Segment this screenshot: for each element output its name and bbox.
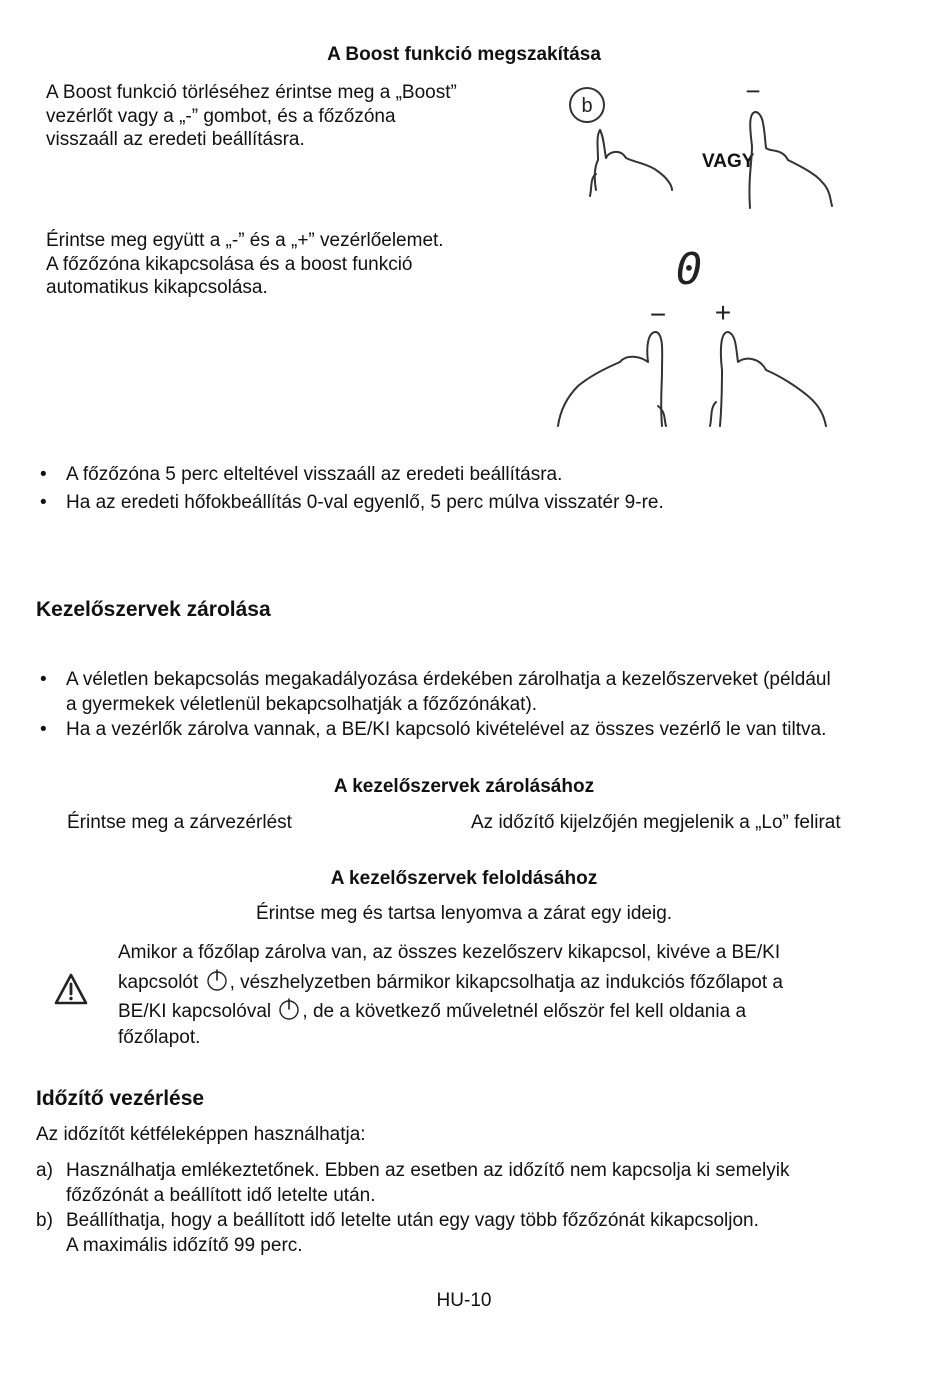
warning-note	[118, 938, 918, 1049]
warning-line: Amikor a főzőlap zárolva van, az összes kezelőszerv kikapcsol, kivéve a BE/KI	[118, 942, 781, 963]
boost-paragraph-2-line: A főzőzóna kikapcsolása és a boost funkció	[46, 253, 413, 275]
boost-paragraph-1-line: A Boost funkció törléséhez érintse meg a „Boost”	[46, 82, 457, 103]
bullet: •	[40, 719, 47, 740]
list-marker: a)	[36, 1160, 53, 1181]
boost-notes-list	[36, 462, 916, 515]
bullet: •	[40, 669, 47, 690]
to-unlock-title: A kezelőszervek feloldásához	[330, 868, 598, 889]
boost-paragraph-2-line: automatikus kikapcsolása.	[46, 277, 268, 298]
warning-text: BE/KI kapcsolóval	[118, 1001, 272, 1022]
touch-minus-hand-icon	[745, 78, 832, 208]
power-icon	[276, 997, 302, 1021]
boost-paragraph-1	[46, 81, 516, 152]
warning-triangle-icon	[53, 972, 89, 1006]
minus-button-label: −	[745, 78, 761, 106]
list-item-line: a gyermekek véletlenül bekapcsolhatják a főzőzónákat).	[66, 694, 538, 715]
list-item	[36, 717, 926, 742]
list-marker: b)	[36, 1210, 53, 1231]
warning-line	[118, 997, 918, 1027]
two-hands-minus-plus-icon	[558, 297, 826, 426]
to-lock-instruction: Érintse meg a zárvezérlést	[67, 812, 292, 833]
list-item-line: A maximális időzítő 99 perc.	[66, 1235, 303, 1256]
list-item-line: Használhatja emlékeztetőnek. Ebben az esetben az időzítő nem kapcsolja ki semelyik	[66, 1160, 790, 1181]
list-item-text: A főzőzóna 5 perc elteltével visszaáll az eredeti beállításra.	[66, 464, 563, 485]
list-item-line: A véletlen bekapcsolás megakadályozása érdekében zárolhatja a kezelőszerveket (például	[66, 669, 831, 690]
list-item	[36, 1158, 926, 1208]
boost-paragraph-1-line: vezérlőt vagy a „-” gombot, és a főzőzóna	[46, 105, 396, 127]
bullet: •	[40, 464, 47, 485]
warning-text: , vészhelyzetben bármikor kikapcsolhatja az indukciós főzőlapot a	[229, 971, 783, 993]
display-zero-icon	[676, 244, 703, 295]
timer-section-title: Időzítő vezérlése	[36, 1087, 205, 1110]
touch-b-hand-icon	[570, 88, 672, 196]
to-lock-result: Az időzítő kijelzőjén megjelenik a „Lo” felirat	[471, 812, 841, 833]
list-item-line: Ha a vezérlők zárolva vannak, a BE/KI kapcsoló kivételével az összes vezérlő le van tiltva.	[66, 719, 827, 740]
or-label: VAGY	[702, 151, 755, 172]
boost-paragraph-2-line: Érintse meg együtt a „-” és a „+” vezérlőelemet.	[46, 230, 444, 251]
list-item	[36, 1208, 926, 1258]
bullet: •	[40, 492, 47, 513]
warning-line: főzőlapot.	[118, 1026, 201, 1048]
boost-off-figure	[540, 236, 850, 436]
list-item-line: főzőzónát a beállított idő letelte után.	[66, 1185, 376, 1206]
warning-text: kapcsolót	[118, 971, 199, 993]
boost-paragraph-2	[46, 229, 516, 300]
b-button-label: b	[581, 95, 593, 117]
boost-cancel-figure	[560, 78, 845, 218]
list-item	[36, 490, 916, 515]
boost-paragraph-1-line: visszaáll az eredeti beállításra.	[46, 129, 305, 150]
lock-notes-list	[36, 667, 926, 742]
list-item-line: Beállíthatja, hogy a beállított idő letelte után egy vagy több főzőzónát kikapcsoljon.	[66, 1210, 759, 1231]
warning-text: , de a következő műveletnél először fel kell oldania a	[302, 1001, 747, 1022]
boost-title: A Boost funkció megszakítása	[327, 44, 601, 65]
to-unlock-instruction: Érintse meg és tartsa lenyomva a zárat egy ideig.	[255, 903, 673, 924]
warning-line	[118, 968, 918, 998]
list-item	[36, 667, 926, 717]
minus-label: −	[649, 299, 667, 330]
list-item	[36, 462, 916, 487]
timer-options-list	[36, 1158, 926, 1258]
to-lock-title: A kezelőszervek zárolásához	[333, 776, 595, 797]
plus-label: +	[714, 297, 732, 328]
page-number: HU-10	[436, 1290, 492, 1311]
display-value: 0	[675, 244, 703, 295]
lock-section-title: Kezelőszervek zárolása	[36, 598, 271, 621]
timer-intro: Az időzítőt kétféleképpen használhatja:	[36, 1124, 366, 1145]
power-icon	[204, 968, 230, 992]
list-item-text: Ha az eredeti hőfokbeállítás 0-val egyenlő, 5 perc múlva visszatér 9-re.	[66, 492, 664, 513]
